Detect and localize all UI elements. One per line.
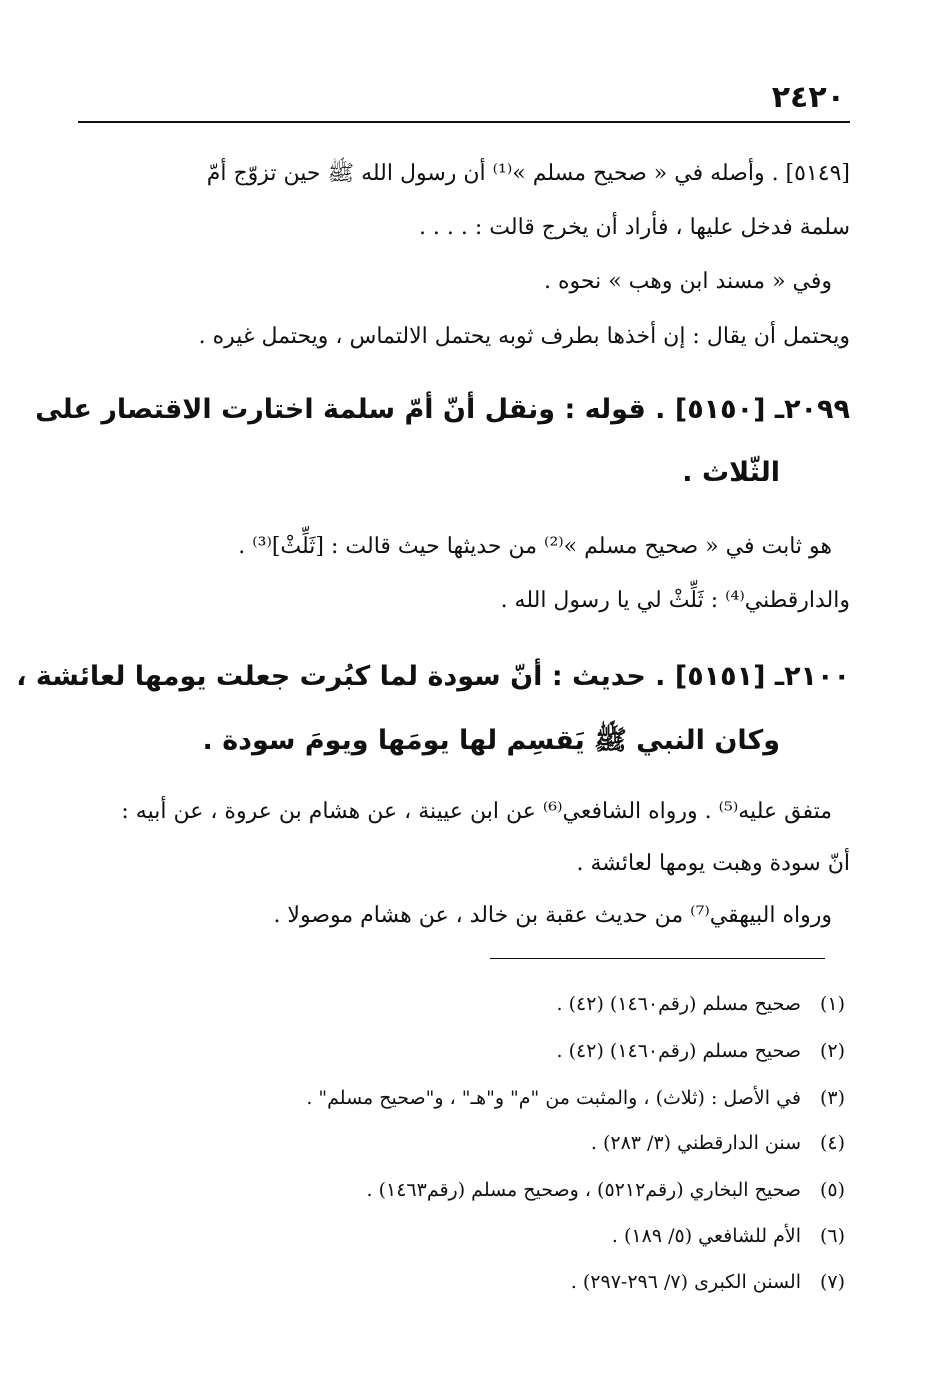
footnote-number: (٥) <box>819 1179 845 1201</box>
footnote-number: (٢) <box>819 1040 845 1062</box>
paragraph-8: أنّ سودة وهبت يومها لعائشة . <box>576 851 850 876</box>
paragraph-7: متفق عليه⁽⁵⁾ . ورواه الشافعي⁽⁶⁾ عن ابن عيينة ، عن هشام بن عروة ، عن أبيه : <box>121 799 832 824</box>
paragraph-9: ورواه البيهقي⁽⁷⁾ من حديث عقبة بن خالد ، عن هشام موصولا . <box>273 903 832 928</box>
footnote-text: صحيح مسلم (رقم١٤٦٠) (٤٢) . <box>556 993 801 1015</box>
footnote-text: السنن الكبرى (٧/ ٢٩٦-٢٩٧) . <box>570 1271 801 1293</box>
footnote-number: (١) <box>819 993 845 1015</box>
footnote-6 <box>78 1224 845 1248</box>
footnote-text: الأم للشافعي (٥/ ١٨٩) . <box>611 1225 801 1247</box>
heading-2100-line-2: وكان النبي ﷺ يَقسِم لها يومَها ويومَ سودة . <box>202 725 780 756</box>
paragraph-4: ويحتمل أن يقال : إن أخذها بطرف ثوبه يحتمل الالتماس ، ويحتمل غيره . <box>198 324 850 349</box>
paragraph-3: وفي « مسند ابن وهب » نحوه . <box>544 269 832 294</box>
footnote-number: (٤) <box>819 1132 845 1154</box>
heading-2099-line-2: الثّلاث . <box>682 457 780 488</box>
footnote-number: (٣) <box>819 1087 845 1109</box>
footnote-number: (٦) <box>819 1225 845 1247</box>
footnote-number: (٧) <box>819 1271 845 1293</box>
paragraph-6: والدارقطني⁽⁴⁾ : ثَلِّثْ لي يا رسول الله . <box>500 588 850 613</box>
footnote-2 <box>78 1039 845 1063</box>
footnote-text: في الأصل : (ثلاث) ، والمثبت من "م" و"هـ" ، و"صحيح مسلم" . <box>306 1087 801 1109</box>
footnote-7 <box>78 1270 845 1294</box>
footnote-text: صحيح مسلم (رقم١٤٦٠) (٤٢) . <box>556 1040 801 1062</box>
footnote-5 <box>78 1178 845 1202</box>
footnote-4 <box>78 1131 845 1155</box>
paragraph-1: [٥١٤٩] . وأصله في « صحيح مسلم »⁽¹⁾ أن رسول الله ﷺ حين تزوّج أمّ <box>206 161 850 186</box>
footnote-text: سنن الدارقطني (٣/ ٢٨٣) . <box>590 1132 801 1154</box>
footnote-3 <box>78 1086 845 1110</box>
heading-2100-line-1: ٢١٠٠ـ [٥١٥١] . حديث : أنّ سودة لما كبُرت جعلت يومها لعائشة ، <box>16 661 850 692</box>
page-number: ٢٤٢٠ <box>771 80 845 115</box>
paragraph-5: هو ثابت في « صحيح مسلم »⁽²⁾ من حديثها حيث قالت : [ثَلِّثْ]⁽³⁾ . <box>238 534 832 559</box>
paragraph-2: سلمة فدخل عليها ، فأراد أن يخرج قالت : . . . . <box>418 215 850 240</box>
footnote-separator <box>490 958 825 959</box>
header-rule <box>78 121 850 123</box>
heading-2099-line-1: ٢٠٩٩ـ [٥١٥٠] . قوله : ونقل أنّ أمّ سلمة اختارت الاقتصار على <box>35 394 850 425</box>
footnote-text: صحيح البخاري (رقم٥٢١٢) ، وصحيح مسلم (رقم١٤٦٣) . <box>366 1179 801 1201</box>
footnote-1 <box>78 992 845 1016</box>
